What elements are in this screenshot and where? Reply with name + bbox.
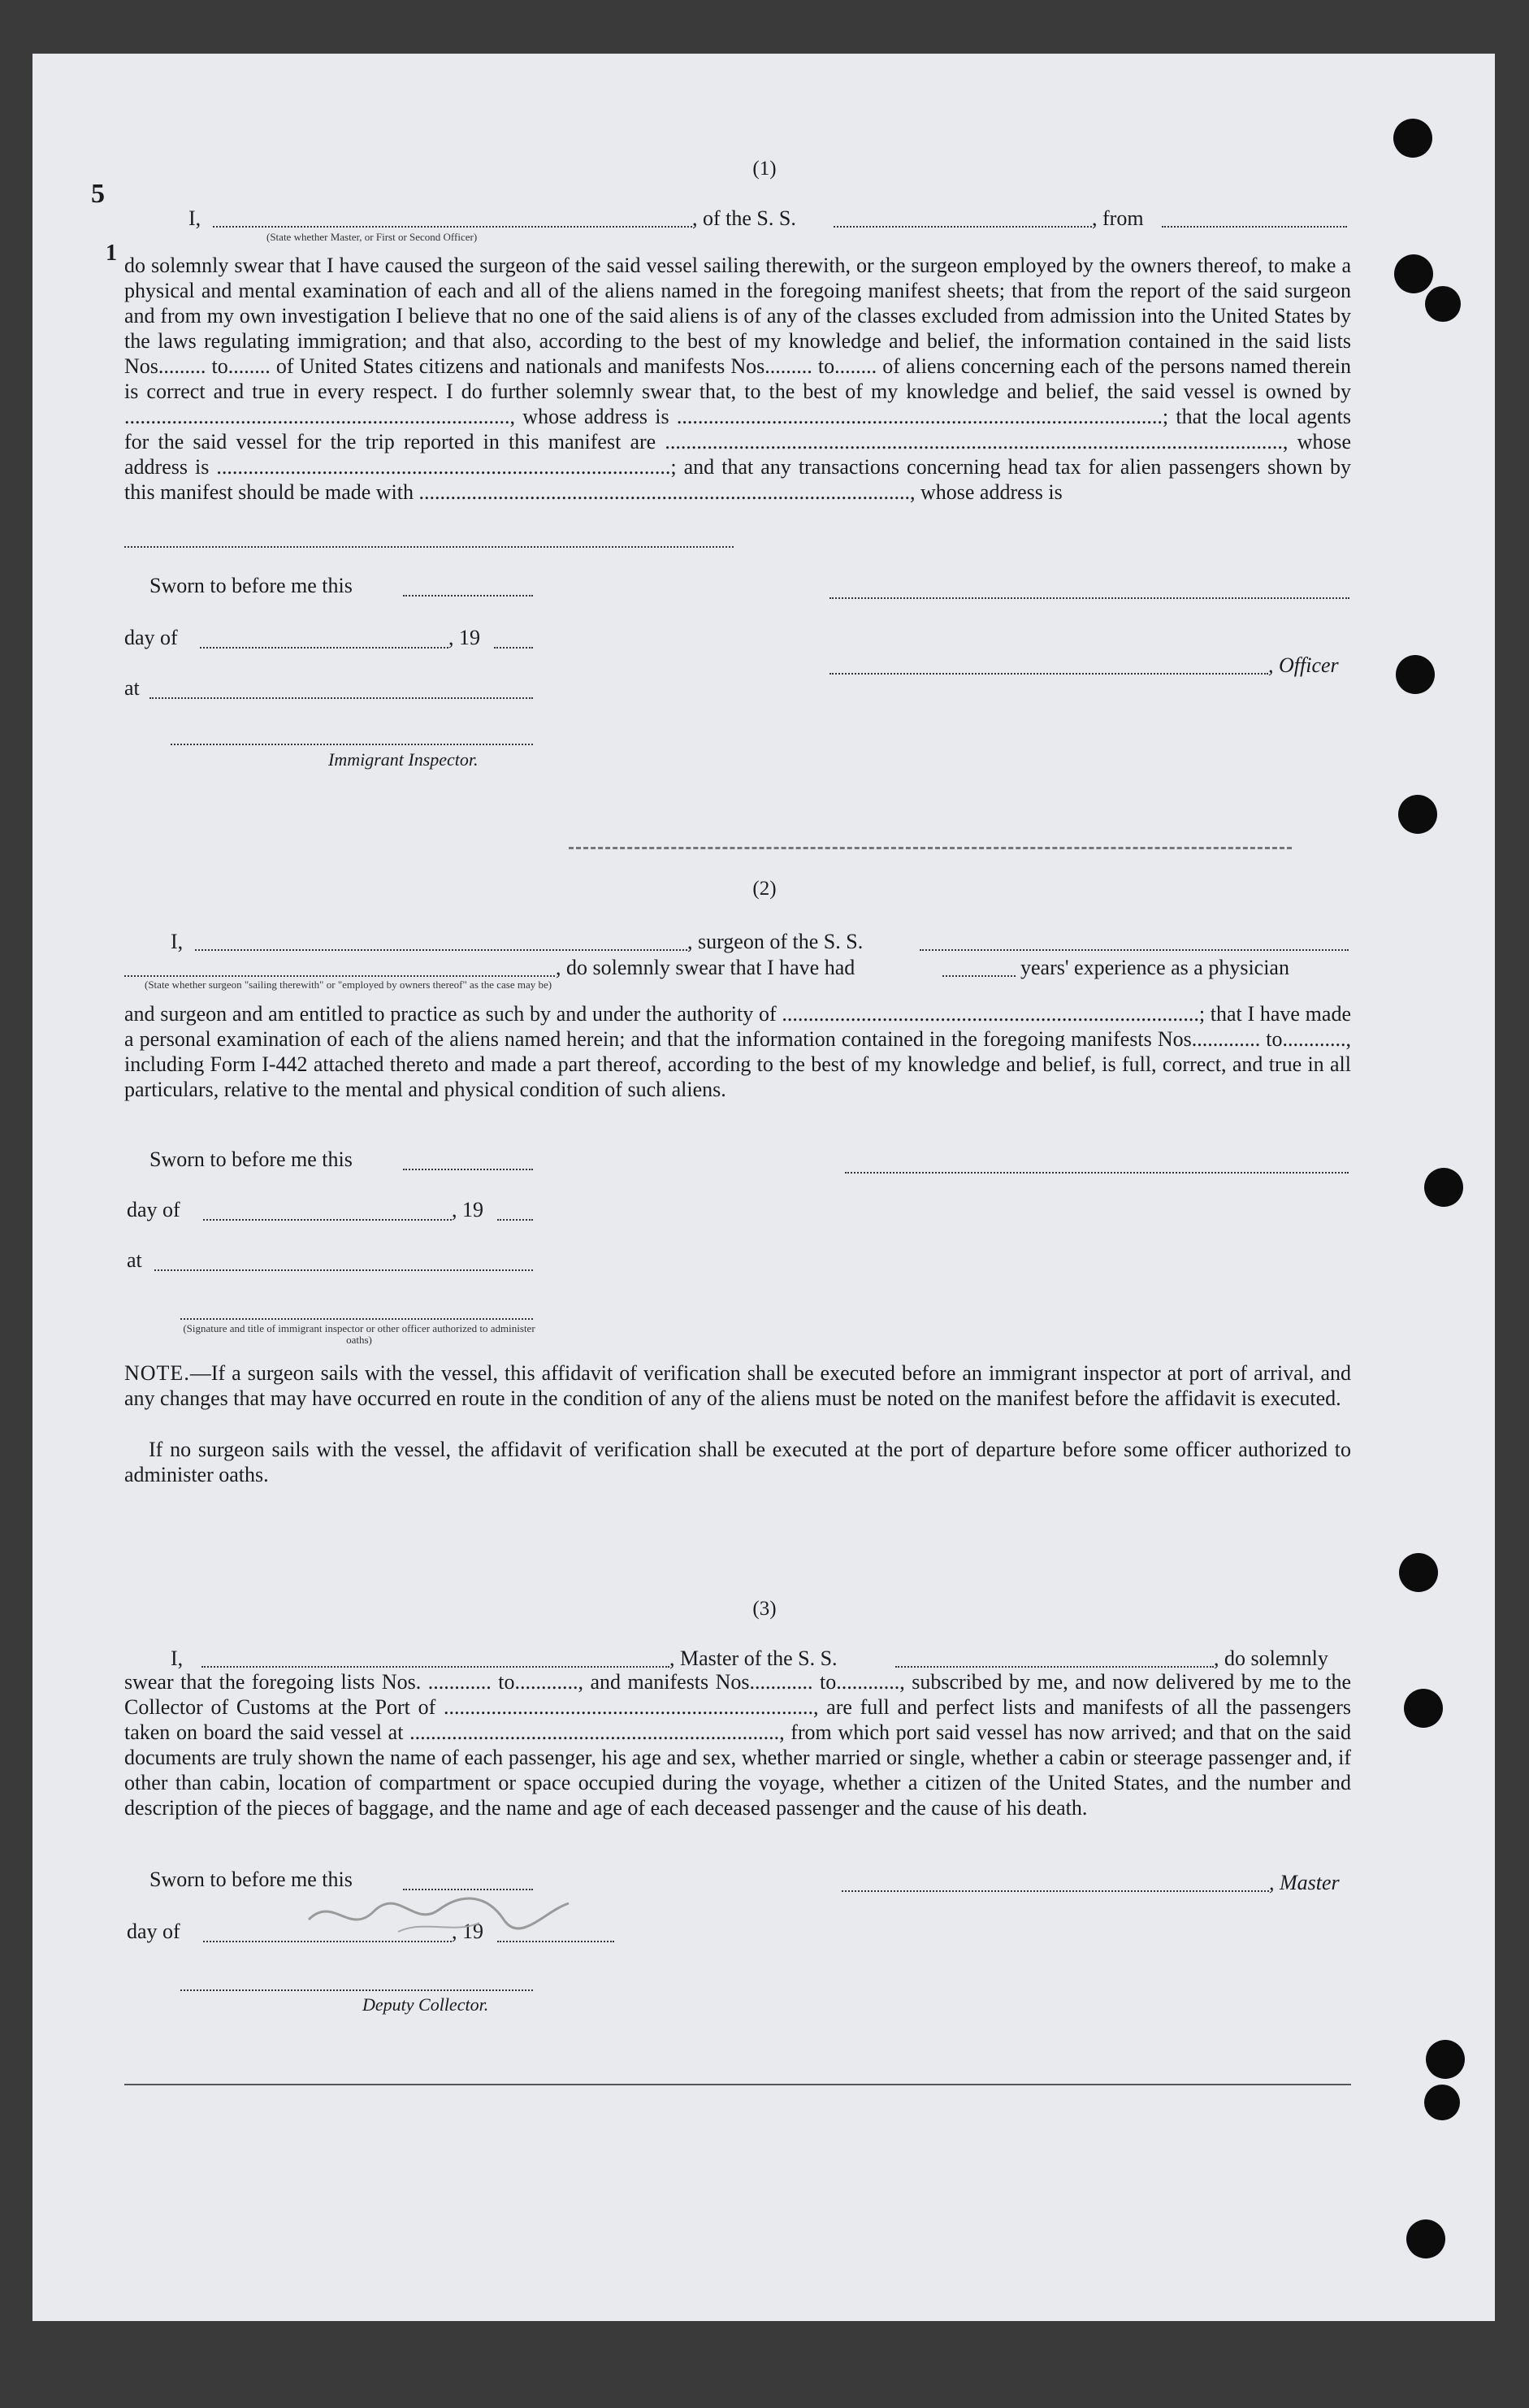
- section-2-years: years' experience as a physician: [1020, 956, 1289, 979]
- section-1-from: , from: [1092, 206, 1144, 230]
- blank-line: [942, 975, 1016, 977]
- section-1-caption: (State whether Master, or First or Second Officer): [266, 231, 478, 243]
- blank-line: [895, 1666, 1214, 1668]
- corner-mark-2: 1: [106, 241, 117, 266]
- section-3-master-of: , Master of the S. S.: [669, 1647, 838, 1670]
- punch-hole: [1426, 2040, 1465, 2079]
- bottom-rule: [124, 2084, 1351, 2085]
- section-1-sworn: Sworn to before me this: [149, 574, 353, 597]
- section-2-year: , 19: [452, 1198, 483, 1221]
- blank-line: [834, 226, 1092, 228]
- signature-line: [842, 1890, 1269, 1892]
- section-1-at: at: [124, 676, 140, 700]
- officer-label: , Officer: [1268, 653, 1339, 677]
- blank-line: [403, 1169, 533, 1170]
- section-3-sworn: Sworn to before me this: [149, 1868, 353, 1891]
- section-3-body: swear that the foregoing lists Nos. ............ to............, and manifests Nos............ to............, subscribed by me, and now delivered by me to the Collector of Customs at the Port of ......................................................................, are full and perfect lists and manifests of all the passengers taken on board the said vessel at ......................................................................, from which port said vessel has now arrived; and that on the said documents are truly shown the name of each passenger, his age and sex, whether married or single, whether a cabin or steerage passenger and, if other than cabin, location of compartment or space occupied during the voyage, whether a citizen of the United States, and the number and description of the pieces of baggage, and the name and age of each deceased passenger and the cause of his death.: [124, 1670, 1351, 1820]
- section-2-signer-caption: (Signature and title of immigrant inspector or other officer authorized to administer oaths): [183, 1322, 535, 1346]
- punch-hole: [1424, 2085, 1460, 2120]
- blank-line: [195, 949, 687, 951]
- punch-hole: [1404, 1689, 1443, 1728]
- blank-line: [1162, 226, 1347, 228]
- blank-line: [203, 1219, 452, 1221]
- section-2-intro-i: I,: [171, 930, 184, 953]
- blank-line: [124, 975, 555, 977]
- blank-line: [149, 697, 533, 699]
- signature-line: [180, 1318, 533, 1320]
- section-3-year: , 19: [452, 1920, 483, 1943]
- punch-hole: [1399, 1553, 1438, 1592]
- punch-hole: [1396, 655, 1435, 694]
- section-1-body: do solemnly swear that I have caused the surgeon of the said vessel sailing therewith, or the surgeon employed by the owners thereof, to make a physical and mental examination of each and all of the aliens named in the foregoing manifest sheets; that from the report of the said surgeon and from my own investigation I believe that no one of the said aliens is of any of the classes excluded from admission into the United States by the laws regulating immigration; and that also, according to the best of my knowledge and belief, the information contained in the said lists Nos......... to........ of United States citizens and nationals and manifests Nos......... to........ of aliens concerning each of the persons named therein is correct and true in every respect. I do further solemnly swear that, to the best of my knowledge and belief, the said vessel is owned by ........................................................................., whose address is ............................................................................................; that the local agents for the said vessel for the trip reported in this manifest are ....................................................................................................................., whose address is ......................................................................................; and that any transactions concerning head tax for alien passengers shown by this manifest should be made with ............................................................................................., whose address is: [124, 254, 1351, 504]
- blank-line: [213, 226, 692, 228]
- section-2-body: and surgeon and am entitled to practice as such by and under the authority of ...............................................................................; that I have made a personal examination of each of the aliens named herein; and that the information contained in the foregoing manifests Nos............. to............, including Form I-442 attached thereto and made a part thereof, according to the best of my knowledge and belief, is full, correct, and true in all particulars, relative to the mental and physical condition of such aliens.: [124, 1002, 1351, 1101]
- section-1-day-of: day of: [124, 626, 178, 649]
- master-label: , Master: [1269, 1871, 1340, 1894]
- punch-hole: [1425, 286, 1461, 322]
- signature-line: [829, 673, 1268, 675]
- section-1-year: , 19: [448, 626, 480, 649]
- punch-hole: [1394, 254, 1433, 293]
- section-3-intro-i: I,: [171, 1647, 184, 1670]
- punch-hole: [1424, 1168, 1463, 1207]
- signature-line: [171, 744, 533, 745]
- section-2-number: (2): [752, 878, 777, 900]
- signature-line: [845, 1172, 1349, 1174]
- signature-line: [829, 597, 1349, 599]
- section-2-note: [124, 1360, 1351, 1411]
- section-2-surgeon-of: , surgeon of the S. S.: [687, 930, 864, 953]
- section-2-swear: , do solemnly swear that I have had: [556, 956, 855, 979]
- punch-hole: [1398, 795, 1437, 834]
- note-body: —If a surgeon sails with the vessel, this affidavit of verification shall be executed before an immigrant inspector at port of arrival, and any changes that may have occurred en route in the condition of any of the aliens must be noted on the manifest before the affidavit is executed.: [124, 1361, 1351, 1410]
- section-2-note-2: If no surgeon sails with the vessel, the affidavit of verification shall be executed at the port of departure before some officer authorized to administer oaths.: [124, 1438, 1351, 1486]
- signature-scribble: [301, 1887, 577, 1944]
- blank-line: [154, 1269, 533, 1271]
- section-divider: [569, 847, 1292, 849]
- note-label: NOTE.: [124, 1361, 190, 1385]
- corner-mark: 5: [91, 179, 105, 209]
- section-2-caption: (State whether surgeon "sailing therewith" or "employed by owners thereof" as the case may be): [145, 978, 552, 991]
- blank-line: [124, 546, 734, 548]
- signature-line: [180, 1989, 533, 1991]
- blank-line: [403, 595, 533, 597]
- section-3-number: (3): [752, 1598, 777, 1620]
- section-3-day-of: day of: [127, 1920, 180, 1943]
- punch-hole: [1393, 119, 1432, 158]
- section-1-of-ss: , of the S. S.: [692, 206, 796, 230]
- section-3-signer: Deputy Collector.: [362, 1994, 489, 2015]
- section-2-day-of: day of: [127, 1198, 180, 1221]
- section-1-signer: Immigrant Inspector.: [328, 749, 479, 770]
- blank-line: [201, 1666, 669, 1668]
- section-2-sworn: Sworn to before me this: [149, 1148, 353, 1171]
- section-2-at: at: [127, 1248, 142, 1272]
- punch-hole: [1406, 2219, 1445, 2258]
- blank-line: [200, 647, 448, 649]
- blank-line: [494, 647, 533, 649]
- section-1-intro-i: I,: [188, 206, 201, 230]
- section-1-number: (1): [752, 158, 777, 180]
- section-3-do-solemnly: , do solemnly: [1214, 1647, 1328, 1670]
- blank-line: [920, 949, 1349, 951]
- blank-line: [497, 1219, 533, 1221]
